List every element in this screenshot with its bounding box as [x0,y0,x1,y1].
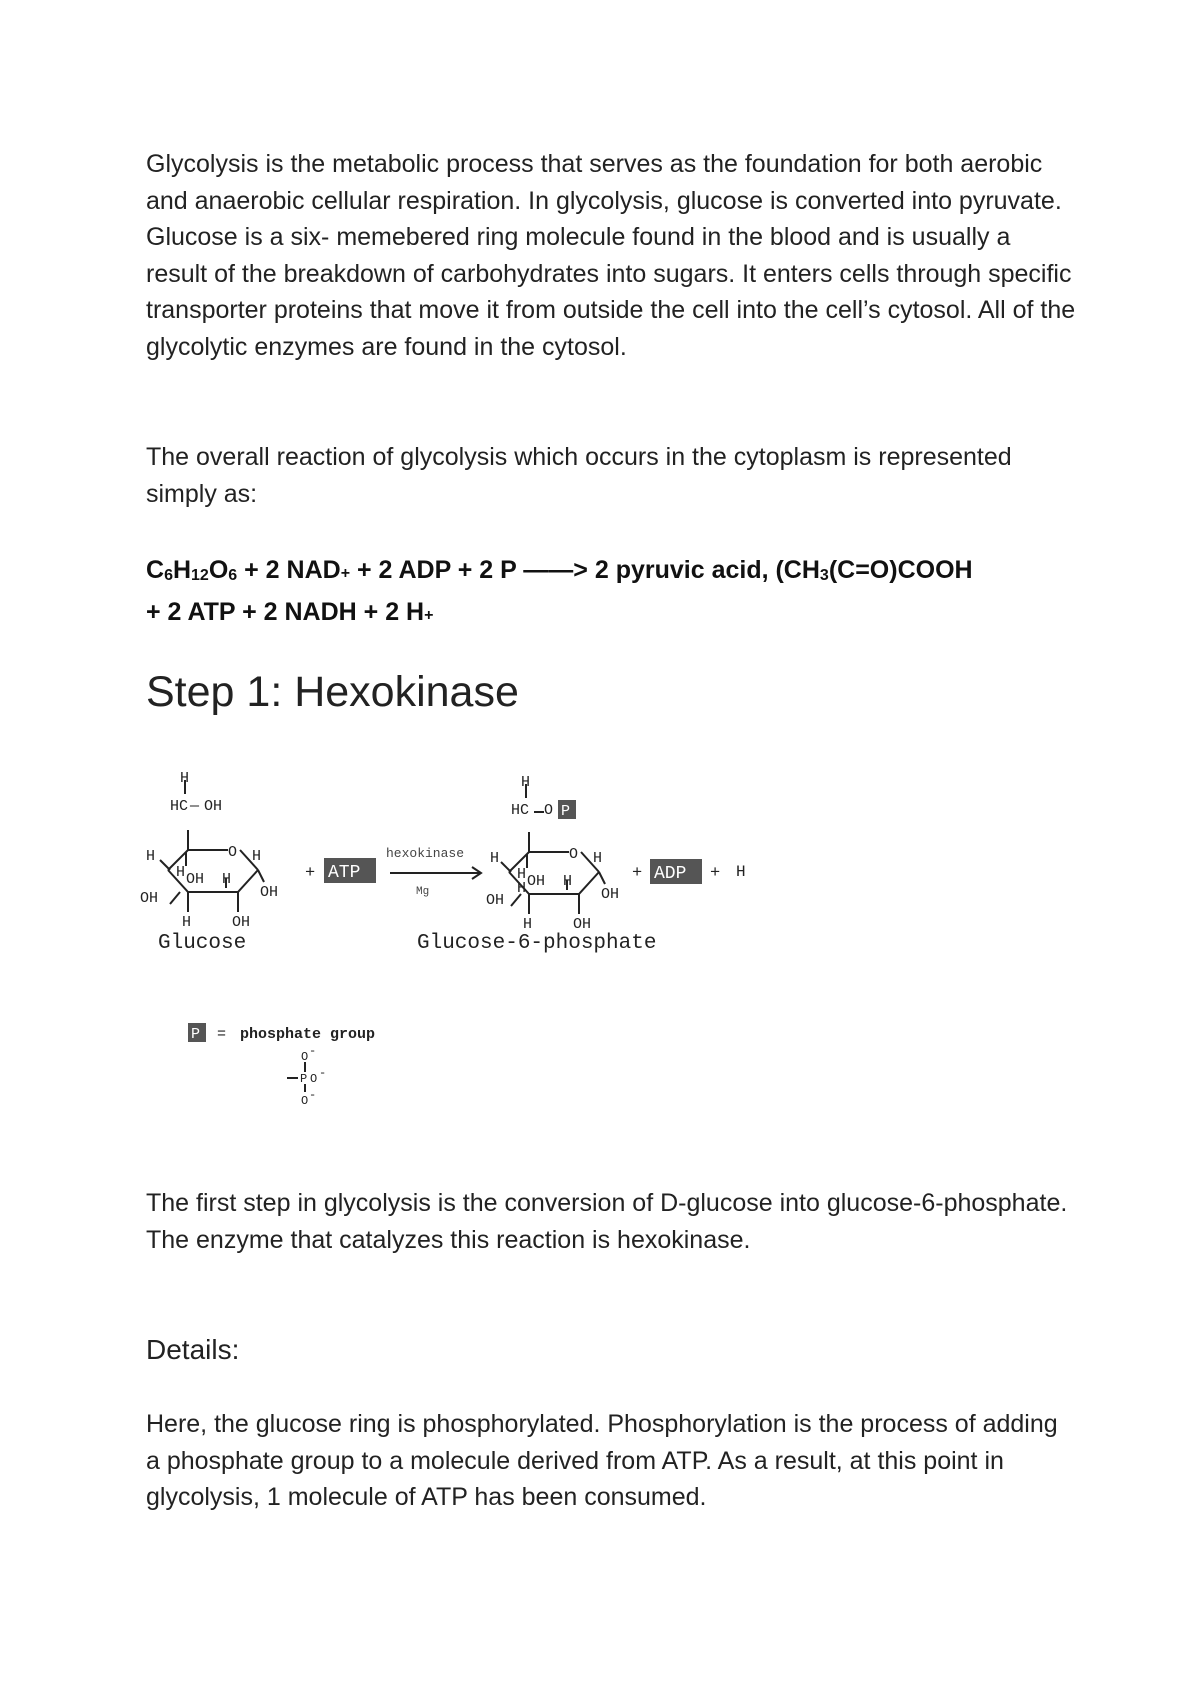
glucose-atom: H [176,864,186,881]
g6p-atom: H [521,774,531,791]
phosphate-charge: - [309,1088,317,1102]
g6p-atom: OH [527,873,546,890]
legend-phosphate-symbol: P [191,1026,201,1043]
g6p-atom: H [517,866,527,883]
adp-label: ADP [654,864,687,884]
legend-equals: = [217,1026,227,1043]
glucose-label: Glucose [158,932,247,955]
plus-sign: + [305,864,316,883]
phosphate-oxygen: O [301,1094,309,1108]
plus-sign: + [632,864,643,883]
g6p-atom: H [563,873,573,890]
phosphate-oxygen: O [301,1050,309,1064]
phosphate-p: P [300,1072,308,1086]
details-heading: Details: [146,1334,240,1365]
g6p-label: Glucose-6-phosphate [417,932,657,955]
glucose-ring-oxygen: O [228,844,238,861]
hexokinase-reaction-figure [140,770,780,1110]
phosphate-charge: - [309,1044,317,1058]
svg-text:—: — [190,798,200,815]
g6p-atom: O [544,802,554,819]
g6p-atom: OH [486,892,505,909]
g6p-ring-oxygen: O [569,846,579,863]
enzyme-label: hexokinase [386,846,465,861]
g6p-atom: OH [601,886,620,903]
cofactor-label: Mg [416,886,430,898]
reaction-diagram [140,770,780,1110]
g6p-atom: H [593,850,603,867]
details-paragraph: Here, the glucose ring is phosphorylated. Phosphorylation is the process of adding a phosphate group to a molecule derived from ATP. As a result, at this point in glycolysis, 1 molecule of ATP has been consumed. [146,1410,1058,1511]
glucose-atom: OH [260,884,279,901]
overall-reaction-paragraph: The overall reaction of glycolysis which occurs in the cytoplasm is represented simply as: [146,443,1012,508]
intro-paragraph: Glycolysis is the metabolic process that serves as the foundation for both aerobic and anaerobic cellular respiration. In glycolysis, glucose is converted into pyruvate. Glucose is a six- memebered ring molecule found in the blood and is usually a result of the breakdown of carbohydrates into sugars. It enters cells through specific transporter proteins that move it from outside the cell into the cell’s cytosol. All of the glycolytic enzymes are found in the cytosol. [146,150,1076,361]
glucose-atom: H [146,848,156,865]
glycolysis-equation: $C_6H_{12}O_6 + 2$ NAD+ + 2 ADP + 2 P ——> 2 pyruvic acid, ($CH_3(C=O)COOH$ + 2 ATP + 2 NADH + 2 H+ [146,556,973,626]
phosphate-charge: - [319,1066,327,1080]
legend-text: phosphate group [240,1026,376,1043]
glucose-atom: OH [232,914,251,931]
glucose-atom: OH [204,798,223,815]
glucose-atom: H [252,848,262,865]
g6p-phosphate-symbol: P [561,803,571,820]
hydrogen-product: H [736,863,746,881]
glucose-atom: H [222,871,232,888]
g6p-atom: HC [511,802,530,819]
g6p-atom: H [490,850,500,867]
g6p-atom: H [523,916,533,933]
plus-sign: + [710,864,721,883]
step-1-heading: Step 1: Hexokinase [146,668,519,716]
atp-label: ATP [328,863,361,883]
glucose-atom: H [182,914,192,931]
glucose-atom: HC [170,798,189,815]
glucose-atom: H [180,770,190,787]
g6p-atom: OH [573,916,592,933]
glucose-atom: OH [140,890,159,907]
phosphate-oxygen: O [310,1072,318,1086]
g6p-atom: H [517,880,527,897]
glucose-atom: OH [186,871,205,888]
step-1-description: The first step in glycolysis is the conversion of D-glucose into glucose-6-phosphate. The enzyme that catalyzes this reaction is hexokinase. [146,1189,1068,1254]
